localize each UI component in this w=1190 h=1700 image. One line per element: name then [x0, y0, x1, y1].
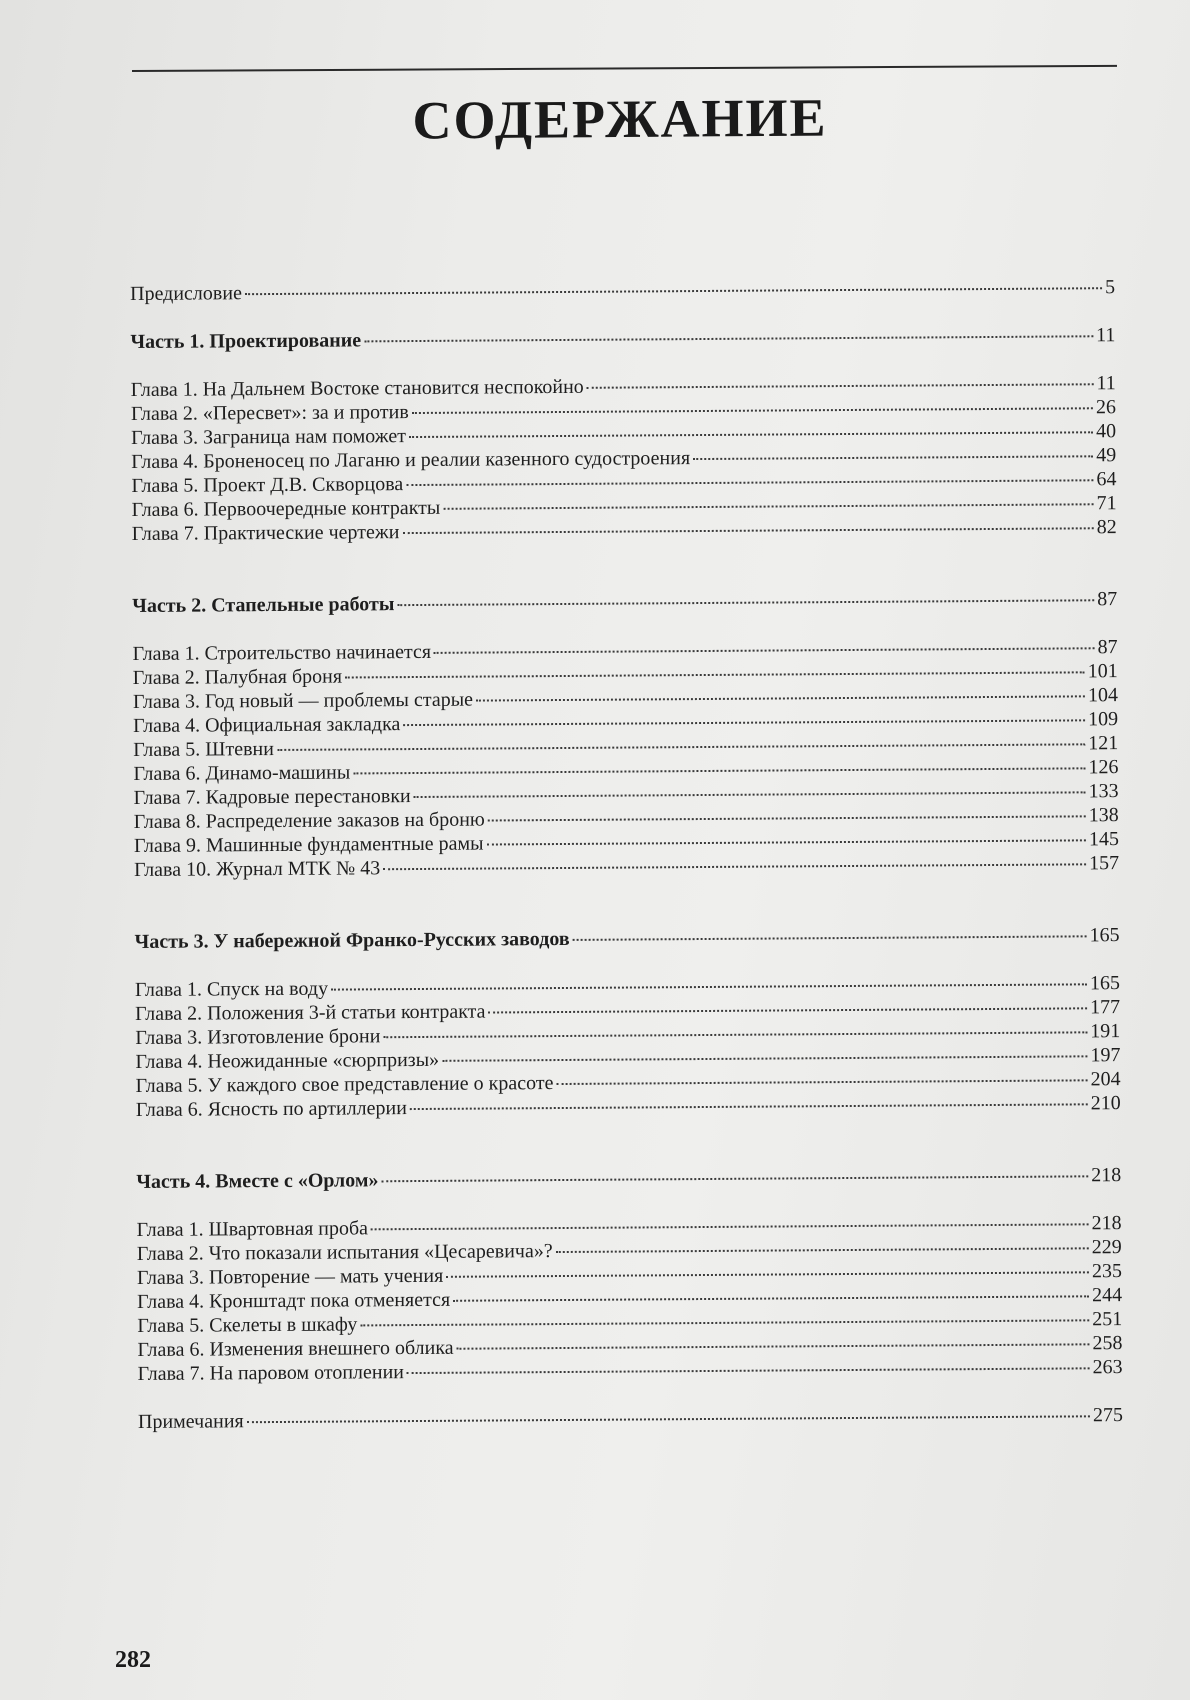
toc-entry-page: 204 — [1090, 1068, 1121, 1091]
toc-entry-label: Глава 1. Швартовная проба — [136, 1217, 369, 1241]
toc-entry-label: Глава 2. Положения 3-й статьи контракта — [135, 1000, 486, 1025]
page-number: 282 — [115, 1647, 151, 1673]
toc-entry-label: Глава 7. Кадровые перестановки — [133, 785, 411, 809]
leader-dots — [360, 1319, 1089, 1326]
leader-dots — [693, 455, 1093, 460]
toc-entry-label: Глава 5. Проект Д.В. Скворцова — [131, 473, 404, 497]
leader-dots — [409, 431, 1093, 438]
toc-entry-page: 11 — [1096, 372, 1116, 395]
toc-entry-page: 71 — [1096, 492, 1117, 515]
toc-entry-page: 82 — [1096, 516, 1117, 539]
toc-entry-label: Глава 4. Официальная закладка — [133, 713, 401, 737]
toc-entry-page: 11 — [1096, 324, 1116, 347]
toc-entry-label: Глава 8. Распределение заказов на броню — [133, 808, 485, 833]
toc-entry-label: Глава 2. Что показали испытания «Цесаревича»? — [136, 1240, 553, 1265]
leader-dots — [573, 935, 1087, 941]
toc-entry-page: 126 — [1088, 756, 1119, 779]
toc-entry-page: 104 — [1087, 684, 1118, 707]
toc-entry-page: 229 — [1091, 1236, 1122, 1259]
leader-dots — [383, 863, 1086, 870]
toc-entry-page: 109 — [1087, 708, 1119, 731]
table-of-contents — [130, 275, 1123, 1434]
toc-part-label: Часть 4. Вместе с «Орлом» — [136, 1169, 379, 1193]
toc-entry-page: 5 — [1104, 276, 1116, 299]
toc-entry-label: Глава 3. Заграница нам поможет — [131, 425, 406, 449]
toc-entry-label: Глава 5. У каждого свое представление о красоте — [135, 1072, 554, 1097]
leader-dots — [402, 527, 1093, 534]
leader-dots — [406, 479, 1093, 486]
toc-entry-page: 145 — [1088, 828, 1119, 851]
toc-entry-label: Глава 5. Штевни — [133, 738, 274, 761]
leader-dots — [442, 1055, 1087, 1062]
toc-entry-page: 244 — [1092, 1284, 1123, 1307]
toc-entry-label: Глава 1. На Дальнем Востоке становится неспокойно — [130, 375, 584, 401]
toc-entry-page: 64 — [1096, 468, 1117, 491]
toc-entry-label: Глава 9. Машинные фундаментные рамы — [133, 832, 484, 857]
toc-entry-label: Глава 6. Изменения внешнего облика — [137, 1336, 454, 1361]
toc-entry-page: 26 — [1095, 396, 1116, 419]
toc-entry-label: Глава 7. На паровом отоплении — [137, 1361, 405, 1385]
toc-entry-page: 210 — [1090, 1092, 1121, 1115]
toc-entry-page: 191 — [1090, 1020, 1121, 1043]
toc-entry-page: 263 — [1092, 1356, 1123, 1379]
toc-entry-label: Глава 4. Броненосец по Лаганю и реалии казенного судостроения — [131, 447, 691, 473]
toc-entry-label: Глава 5. Скелеты в шкафу — [137, 1313, 358, 1337]
toc-part-label: Часть 2. Стапельные работы — [132, 593, 395, 617]
leader-dots — [556, 1079, 1087, 1085]
leader-dots — [488, 815, 1086, 821]
toc-entry-page: 258 — [1092, 1332, 1123, 1355]
leader-dots — [247, 1415, 1090, 1423]
toc-entry-page: 275 — [1092, 1404, 1124, 1427]
leader-dots — [434, 647, 1095, 654]
leader-dots — [443, 503, 1093, 510]
toc-entry-page: 87 — [1097, 588, 1118, 611]
toc-entry-label: Глава 4. Неожиданные «сюрпризы» — [135, 1048, 440, 1073]
toc-entry-page: 218 — [1091, 1164, 1122, 1187]
toc-part-label: Часть 1. Проектирование — [130, 329, 362, 353]
leader-dots — [277, 743, 1085, 751]
leader-dots — [331, 983, 1087, 990]
leader-dots — [489, 1007, 1088, 1013]
toc-entry-page: 40 — [1095, 420, 1117, 443]
leader-dots — [410, 1103, 1088, 1110]
toc-entry-label: Примечания — [137, 1410, 244, 1433]
toc-part-label: Часть 3. У набережной Франко-Русских заводов — [134, 927, 570, 953]
toc-entry-page: 157 — [1089, 852, 1120, 875]
toc-entry-label: Глава 10. Журнал МТК № 43 — [134, 857, 381, 881]
toc-entry-label: Глава 3. Год новый — проблемы старые — [132, 688, 474, 713]
toc-entry-label: Глава 6. Динамо-машины — [133, 761, 351, 785]
top-rule — [132, 65, 1117, 72]
toc-entry-page: 177 — [1090, 996, 1121, 1019]
toc-entry-label: Глава 4. Кронштадт пока отменяется — [137, 1288, 451, 1313]
leader-dots — [414, 791, 1086, 798]
leader-dots — [487, 839, 1086, 845]
toc-entry-label: Глава 7. Практические чертежи — [131, 521, 400, 545]
toc-entry-page: 197 — [1090, 1044, 1121, 1067]
toc-entry-page: 87 — [1097, 636, 1118, 659]
toc-entry-page: 218 — [1091, 1212, 1122, 1235]
leader-dots — [403, 719, 1085, 726]
toc-entry-page: 251 — [1092, 1308, 1123, 1331]
leader-dots — [381, 1175, 1088, 1182]
toc-entry-label: Глава 1. Строительство начинается — [132, 640, 432, 665]
leader-dots — [457, 1343, 1090, 1349]
toc-entry-label: Глава 6. Первоочередные контракты — [131, 496, 441, 521]
toc-entry-label: Глава 3. Повторение — мать учения — [136, 1264, 444, 1289]
leader-dots — [453, 1295, 1089, 1301]
leader-dots — [353, 767, 1085, 774]
toc-entry-label: Глава 3. Изготовление брони — [135, 1025, 381, 1049]
toc-entry-label: Глава 2. Палубная броня — [132, 665, 343, 689]
toc-entry-page: 49 — [1096, 444, 1117, 467]
leader-dots — [446, 1271, 1089, 1277]
toc-entry-label: Глава 6. Ясность по артиллерии — [135, 1097, 407, 1121]
toc-entry-page: 165 — [1089, 972, 1120, 995]
leader-dots — [407, 1367, 1090, 1374]
toc-entry-label: Глава 1. Спуск на воду — [134, 977, 329, 1001]
leader-dots — [371, 1223, 1089, 1230]
toc-entry-page: 101 — [1087, 660, 1118, 683]
toc-entry-page: 138 — [1088, 804, 1119, 827]
leader-dots — [345, 671, 1085, 678]
toc-entry-page: 235 — [1091, 1260, 1123, 1283]
leader-dots — [556, 1247, 1089, 1253]
leader-dots — [383, 1031, 1087, 1038]
leader-dots — [587, 383, 1094, 389]
leader-dots — [397, 599, 1094, 606]
toc-entry-page: 121 — [1088, 732, 1119, 755]
toc-entry-label: Глава 2. «Пересвет»: за и против — [130, 401, 409, 425]
toc-entry-label: Предисловие — [130, 282, 242, 305]
toc-entry-page: 133 — [1088, 780, 1119, 803]
toc-entry-page: 165 — [1089, 924, 1120, 947]
leader-dots — [412, 407, 1093, 414]
page-title: СОДЕРЖАНИЕ — [412, 87, 828, 151]
leader-dots — [476, 695, 1085, 701]
leader-dots — [245, 287, 1102, 295]
leader-dots — [364, 335, 1093, 342]
